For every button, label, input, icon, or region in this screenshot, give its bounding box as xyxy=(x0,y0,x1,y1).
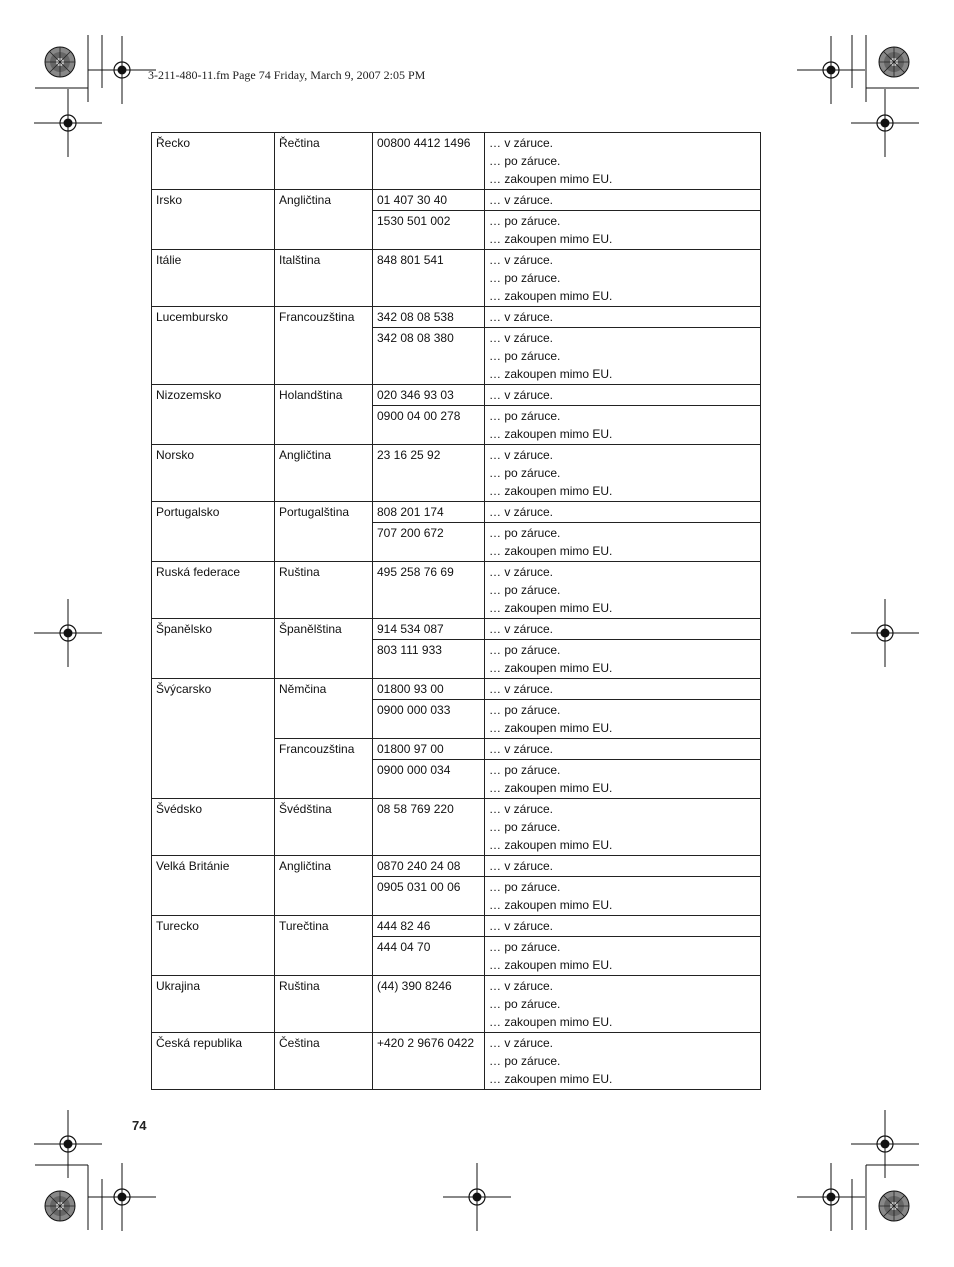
service-line: … v záruce. xyxy=(489,505,554,519)
phone-number-cell: 08 58 769 220 xyxy=(373,799,485,856)
page-number: 74 xyxy=(132,1118,147,1133)
phone-number-cell: 444 04 70 xyxy=(373,937,485,976)
table-row xyxy=(152,133,761,190)
registration-mark xyxy=(851,599,919,667)
language-cell: Angličtina xyxy=(275,445,373,502)
country-cell: Velká Británie xyxy=(152,856,275,916)
service-cell xyxy=(485,523,761,562)
service-line: … v záruce. xyxy=(489,859,554,873)
phone-number-cell: 0905 031 00 06 xyxy=(373,877,485,916)
table-row xyxy=(152,856,761,877)
service-cell xyxy=(485,679,761,700)
phone-number-cell: 01 407 30 40 xyxy=(373,190,485,211)
service-line: … po záruce. xyxy=(489,1054,561,1068)
phone-number-cell: 707 200 672 xyxy=(373,523,485,562)
table-row xyxy=(152,562,761,619)
service-line: … zakoupen mimo EU. xyxy=(489,172,613,186)
service-line: … po záruce. xyxy=(489,526,561,540)
registration-mark xyxy=(797,36,865,104)
service-line: … zakoupen mimo EU. xyxy=(489,289,613,303)
table-row xyxy=(152,307,761,328)
table-row xyxy=(152,976,761,1033)
table-row xyxy=(152,445,761,502)
service-cell xyxy=(485,739,761,760)
service-line: … po záruce. xyxy=(489,703,561,717)
registration-mark xyxy=(34,599,102,667)
phone-number-cell: 808 201 174 xyxy=(373,502,485,523)
service-cell xyxy=(485,640,761,679)
service-line: … v záruce. xyxy=(489,682,554,696)
service-line: … po záruce. xyxy=(489,349,561,363)
service-line: … v záruce. xyxy=(489,448,554,462)
service-cell xyxy=(485,406,761,445)
service-line: … zakoupen mimo EU. xyxy=(489,232,613,246)
language-cell: Angličtina xyxy=(275,190,373,250)
language-cell: Francouzština xyxy=(275,307,373,385)
service-line: … v záruce. xyxy=(489,1036,554,1050)
service-line: … po záruce. xyxy=(489,940,561,954)
phone-number-cell: 342 08 08 380 xyxy=(373,328,485,385)
service-line: … zakoupen mimo EU. xyxy=(489,898,613,912)
table-row xyxy=(152,1033,761,1090)
service-cell xyxy=(485,562,761,619)
phone-number-cell: 0900 000 034 xyxy=(373,760,485,799)
service-line: … v záruce. xyxy=(489,919,554,933)
support-contacts-table-container xyxy=(151,132,761,1090)
service-line: … po záruce. xyxy=(489,997,561,1011)
language-cell: Čeština xyxy=(275,1033,373,1090)
service-line: … po záruce. xyxy=(489,214,561,228)
language-cell: Němčina xyxy=(275,679,373,739)
phone-number-cell: 23 16 25 92 xyxy=(373,445,485,502)
service-line: … zakoupen mimo EU. xyxy=(489,958,613,972)
country-cell: Norsko xyxy=(152,445,275,502)
phone-number-cell: 00800 4412 1496 xyxy=(373,133,485,190)
table-row xyxy=(152,502,761,523)
support-contacts-table xyxy=(151,132,761,1090)
country-cell: Španělsko xyxy=(152,619,275,679)
phone-number-cell: 444 82 46 xyxy=(373,916,485,937)
service-line: … po záruce. xyxy=(489,820,561,834)
registration-mark xyxy=(34,89,102,157)
language-cell: Švédština xyxy=(275,799,373,856)
country-cell: Řecko xyxy=(152,133,275,190)
star-target-top-left xyxy=(45,47,75,77)
service-cell xyxy=(485,445,761,502)
country-cell: Portugalsko xyxy=(152,502,275,562)
country-cell: Nizozemsko xyxy=(152,385,275,445)
phone-number-cell: 0900 000 033 xyxy=(373,700,485,739)
service-cell xyxy=(485,250,761,307)
table-row xyxy=(152,679,761,700)
table-row xyxy=(152,799,761,856)
country-cell: Turecko xyxy=(152,916,275,976)
registration-mark xyxy=(797,1163,865,1231)
table-row xyxy=(152,250,761,307)
language-cell: Řečtina xyxy=(275,133,373,190)
language-cell: Španělština xyxy=(275,619,373,679)
phone-number-cell: 803 111 933 xyxy=(373,640,485,679)
registration-mark xyxy=(88,36,156,104)
service-line: … zakoupen mimo EU. xyxy=(489,1072,613,1086)
service-line: … v záruce. xyxy=(489,310,554,324)
country-cell: Ukrajina xyxy=(152,976,275,1033)
phone-number-cell: 020 346 93 03 xyxy=(373,385,485,406)
service-line: … v záruce. xyxy=(489,622,554,636)
star-target-top-right xyxy=(879,47,909,77)
service-cell xyxy=(485,328,761,385)
service-line: … zakoupen mimo EU. xyxy=(489,838,613,852)
service-cell xyxy=(485,937,761,976)
language-cell: Angličtina xyxy=(275,856,373,916)
service-cell xyxy=(485,976,761,1033)
star-target-bottom-right xyxy=(879,1191,909,1221)
service-line: … po záruce. xyxy=(489,643,561,657)
service-line: … po záruce. xyxy=(489,409,561,423)
service-cell xyxy=(485,385,761,406)
language-cell: Holandština xyxy=(275,385,373,445)
country-cell: Irsko xyxy=(152,190,275,250)
service-line: … zakoupen mimo EU. xyxy=(489,1015,613,1029)
service-line: … zakoupen mimo EU. xyxy=(489,367,613,381)
table-row xyxy=(152,190,761,211)
country-cell: Lucembursko xyxy=(152,307,275,385)
service-line: … po záruce. xyxy=(489,763,561,777)
service-line: … v záruce. xyxy=(489,253,554,267)
service-cell xyxy=(485,700,761,739)
service-line: … zakoupen mimo EU. xyxy=(489,721,613,735)
language-cell: Italština xyxy=(275,250,373,307)
service-line: … v záruce. xyxy=(489,979,554,993)
phone-number-cell: +420 2 9676 0422 xyxy=(373,1033,485,1090)
phone-number-cell: 914 534 087 xyxy=(373,619,485,640)
service-line: … zakoupen mimo EU. xyxy=(489,601,613,615)
registration-mark xyxy=(34,1110,102,1178)
service-cell xyxy=(485,799,761,856)
table-row xyxy=(152,916,761,937)
service-line: … zakoupen mimo EU. xyxy=(489,661,613,675)
phone-number-cell: 0900 04 00 278 xyxy=(373,406,485,445)
service-cell xyxy=(485,502,761,523)
service-line: … v záruce. xyxy=(489,136,554,150)
language-cell: Ruština xyxy=(275,976,373,1033)
table-row xyxy=(152,619,761,640)
service-cell xyxy=(485,307,761,328)
table-row xyxy=(152,385,761,406)
country-cell: Ruská federace xyxy=(152,562,275,619)
language-cell: Francouzština xyxy=(275,739,373,799)
country-cell: Itálie xyxy=(152,250,275,307)
registration-mark xyxy=(851,1110,919,1178)
service-cell xyxy=(485,916,761,937)
service-cell xyxy=(485,760,761,799)
service-line: … v záruce. xyxy=(489,193,554,207)
phone-number-cell: 1530 501 002 xyxy=(373,211,485,250)
service-cell xyxy=(485,190,761,211)
service-line: … zakoupen mimo EU. xyxy=(489,544,613,558)
phone-number-cell: (44) 390 8246 xyxy=(373,976,485,1033)
file-info-header: 3-211-480-11.fm Page 74 Friday, March 9, 2007 2:05 PM xyxy=(148,68,426,82)
phone-number-cell: 01800 97 00 xyxy=(373,739,485,760)
service-line: … zakoupen mimo EU. xyxy=(489,781,613,795)
service-line: … po záruce. xyxy=(489,154,561,168)
phone-number-cell: 848 801 541 xyxy=(373,250,485,307)
service-line: … v záruce. xyxy=(489,565,554,579)
language-cell: Turečtina xyxy=(275,916,373,976)
service-cell xyxy=(485,877,761,916)
registration-mark xyxy=(851,89,919,157)
language-cell: Ruština xyxy=(275,562,373,619)
registration-mark xyxy=(88,1163,156,1231)
service-line: … zakoupen mimo EU. xyxy=(489,427,613,441)
star-target-bottom-left xyxy=(45,1191,75,1221)
service-line: … v záruce. xyxy=(489,331,554,345)
service-cell xyxy=(485,619,761,640)
country-cell: Česká republika xyxy=(152,1033,275,1090)
phone-number-cell: 342 08 08 538 xyxy=(373,307,485,328)
country-cell: Švýcarsko xyxy=(152,679,275,799)
service-line: … zakoupen mimo EU. xyxy=(489,484,613,498)
language-cell: Portugalština xyxy=(275,502,373,562)
service-line: … v záruce. xyxy=(489,388,554,402)
service-cell xyxy=(485,133,761,190)
service-cell xyxy=(485,211,761,250)
service-line: … po záruce. xyxy=(489,271,561,285)
phone-number-cell: 495 258 76 69 xyxy=(373,562,485,619)
phone-number-cell: 01800 93 00 xyxy=(373,679,485,700)
service-cell xyxy=(485,1033,761,1090)
phone-number-cell: 0870 240 24 08 xyxy=(373,856,485,877)
service-line: … po záruce. xyxy=(489,583,561,597)
country-cell: Švédsko xyxy=(152,799,275,856)
service-cell xyxy=(485,856,761,877)
service-line: … v záruce. xyxy=(489,802,554,816)
service-line: … po záruce. xyxy=(489,466,561,480)
table-body xyxy=(152,133,761,1090)
registration-mark xyxy=(443,1163,511,1231)
service-line: … po záruce. xyxy=(489,880,561,894)
service-line: … v záruce. xyxy=(489,742,554,756)
